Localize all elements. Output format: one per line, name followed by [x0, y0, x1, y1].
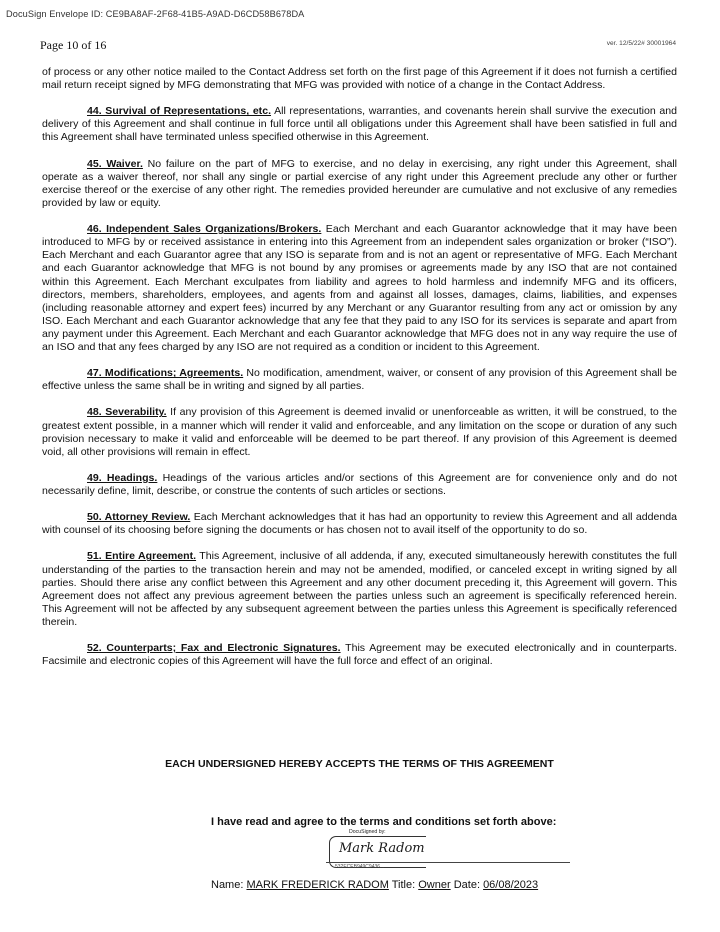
signer-details [211, 879, 538, 891]
date-label: Date: [453, 879, 480, 891]
continuation-paragraph: of process or any other notice mailed to the Contact Address set forth on the first page of this Agreement if it does not furnish a certified mail return receipt signed by MFG demonstrating that MFG was provided with notice of a change in the Contact Address. [42, 66, 677, 92]
section-body: This Agreement, inclusive of all addenda, if any, executed simultaneously herewith constitutes the full understanding of the parties to the transaction herein and may not be amended, modified, or canceled except in writing signed by all parties. Should there arise any conflict between this Agreement and any other document preceding it, this Agreement will govern. This Agreement does not affect any previous agreement between the parties unless such an agreement is specifically referenced herein. This Agreement will not be affected by any subsequent agreement between the parties unless this Agreement is specifically referenced therein. [42, 550, 678, 628]
section-title: 47. Modifications; Agreements. [87, 367, 244, 380]
signature-id: 532ECEB949C9436... [335, 864, 385, 870]
version-stamp: ver. 12/5/22# 30001964 [606, 40, 676, 47]
section-49 [42, 472, 677, 498]
section-body: Each Merchant and each Guarantor acknowledge that it may have been introduced to MFG by or received assistance in entering into this Agreement from an independent sales organization or broker (“ISO”). Each Merchant and each Guarantor agree that any ISO is separate from and is not an agent or representative of MFG. Each Merchant and each Guarantor acknowledge that MFG is not bound by any promises or agreements made by any ISO that are not contained within this Agreement. Each Merchant exculpates from liability and agrees to hold harmless and indemnify MFG and its officers, directors, members, shareholders, employees, and agents from and against all losses, damages, claims, liabilities, and expenses (including reasonable attorney and expert fees) incurred by any Merchant or any Guarantor resulting from any act or omission by any ISO. Each Merchant and each Guarantor acknowledge that any fee that they paid to any ISO for its services is separate and apart from any payment under this Agreement. Each Merchant and each Guarantor acknowledge that MFG does not in any way require the use of an ISO and that any fees charged by any ISO are not required as a condition or incident to this Agreement. [42, 223, 677, 353]
section-body: If any provision of this Agreement is deemed invalid or unenforceable as written, it will be construed, to the greatest extent possible, in a manner which will render it valid and enforceable, and any limitation on the scope or duration of any such provision necessary to make it valid and enforceable will be deemed to be part thereof. If any provision of this Agreement is deemed void, all other provisions will remain in effect. [42, 406, 677, 458]
name-label: Name: [211, 879, 244, 891]
title-label: Title: [391, 879, 416, 891]
section-title: 50. Attorney Review. [87, 511, 191, 524]
docusigned-by-label: DocuSigned by: [349, 829, 386, 835]
section-body: All representations, warranties, and covenants herein shall survive the execution and delivery of this Agreement and shall continue in full force until all obligations under this Agreement shall have been satisfied in full and this Agreement shall have terminated unless specified otherwise in this Agreement. [42, 105, 677, 144]
date-value: 06/08/2023 [483, 879, 539, 891]
section-body: Each Merchant acknowledges that it has had an opportunity to review this Agreement and all addenda with counsel of its choosing before signing the documents or has chosen not to avail itself of the opportunity to do so. [42, 511, 677, 537]
section-44 [42, 105, 677, 144]
section-46 [42, 223, 677, 354]
section-title: 44. Survival of Representations, etc. [87, 105, 271, 118]
section-body: No failure on the part of MFG to exercise, and no delay in exercising, any right under this Agreement, shall operate as a waiver thereof, nor shall any single or partial exercise of any right under this Agreement preclude any other or further exercise thereof or the exercise of any other right. The remedies provided hereunder are cumulative and not exclusive of any remedies provided by law or equity. [42, 157, 678, 209]
section-title: 46. Independent Sales Organizations/Brokers. [87, 223, 322, 236]
handwritten-signature: Mark Radom [339, 841, 425, 856]
section-45 [42, 158, 677, 210]
section-title: 45. Waiver. [87, 157, 143, 170]
docusign-signature-box [325, 829, 425, 873]
section-title: 52. Counterparts; Fax and Electronic Signatures. [87, 642, 341, 655]
name-value: MARK FREDERICK RADOM [246, 879, 389, 891]
section-body: Headings of the various articles and/or sections of this Agreement are for convenience only and do not necessarily define, limit, describe, or construe the contents of such articles or sections. [42, 471, 677, 497]
page-number: Page 10 of 16 [40, 38, 107, 52]
section-48 [42, 406, 677, 458]
section-title: 48. Severability. [87, 406, 167, 419]
section-47 [42, 367, 677, 393]
signature-line [326, 862, 570, 863]
acceptance-statement: EACH UNDERSIGNED HEREBY ACCEPTS THE TERMS OF THIS AGREEMENT [165, 758, 554, 770]
section-title: 49. Headings. [87, 471, 158, 484]
section-body: No modification, amendment, waiver, or consent of any provision of this Agreement shall be effective unless the same shall be in writing and signed by all parties. [42, 367, 677, 393]
section-52 [42, 642, 677, 668]
section-51 [42, 550, 677, 629]
section-title: 51. Entire Agreement. [87, 550, 197, 563]
title-value: Owner [418, 879, 451, 891]
section-50 [42, 511, 677, 537]
section-body: This Agreement may be executed electronically and in counterparts. Facsimile and electronic copies of this Agreement will have the full force and effect of an original. [42, 642, 677, 668]
agreement-body [42, 66, 677, 681]
agree-statement: I have read and agree to the terms and conditions set forth above: [211, 816, 557, 828]
envelope-id: DocuSign Envelope ID: CE9BA8AF-2F68-41B5-A9AD-D6CD58B678DA [6, 9, 305, 19]
